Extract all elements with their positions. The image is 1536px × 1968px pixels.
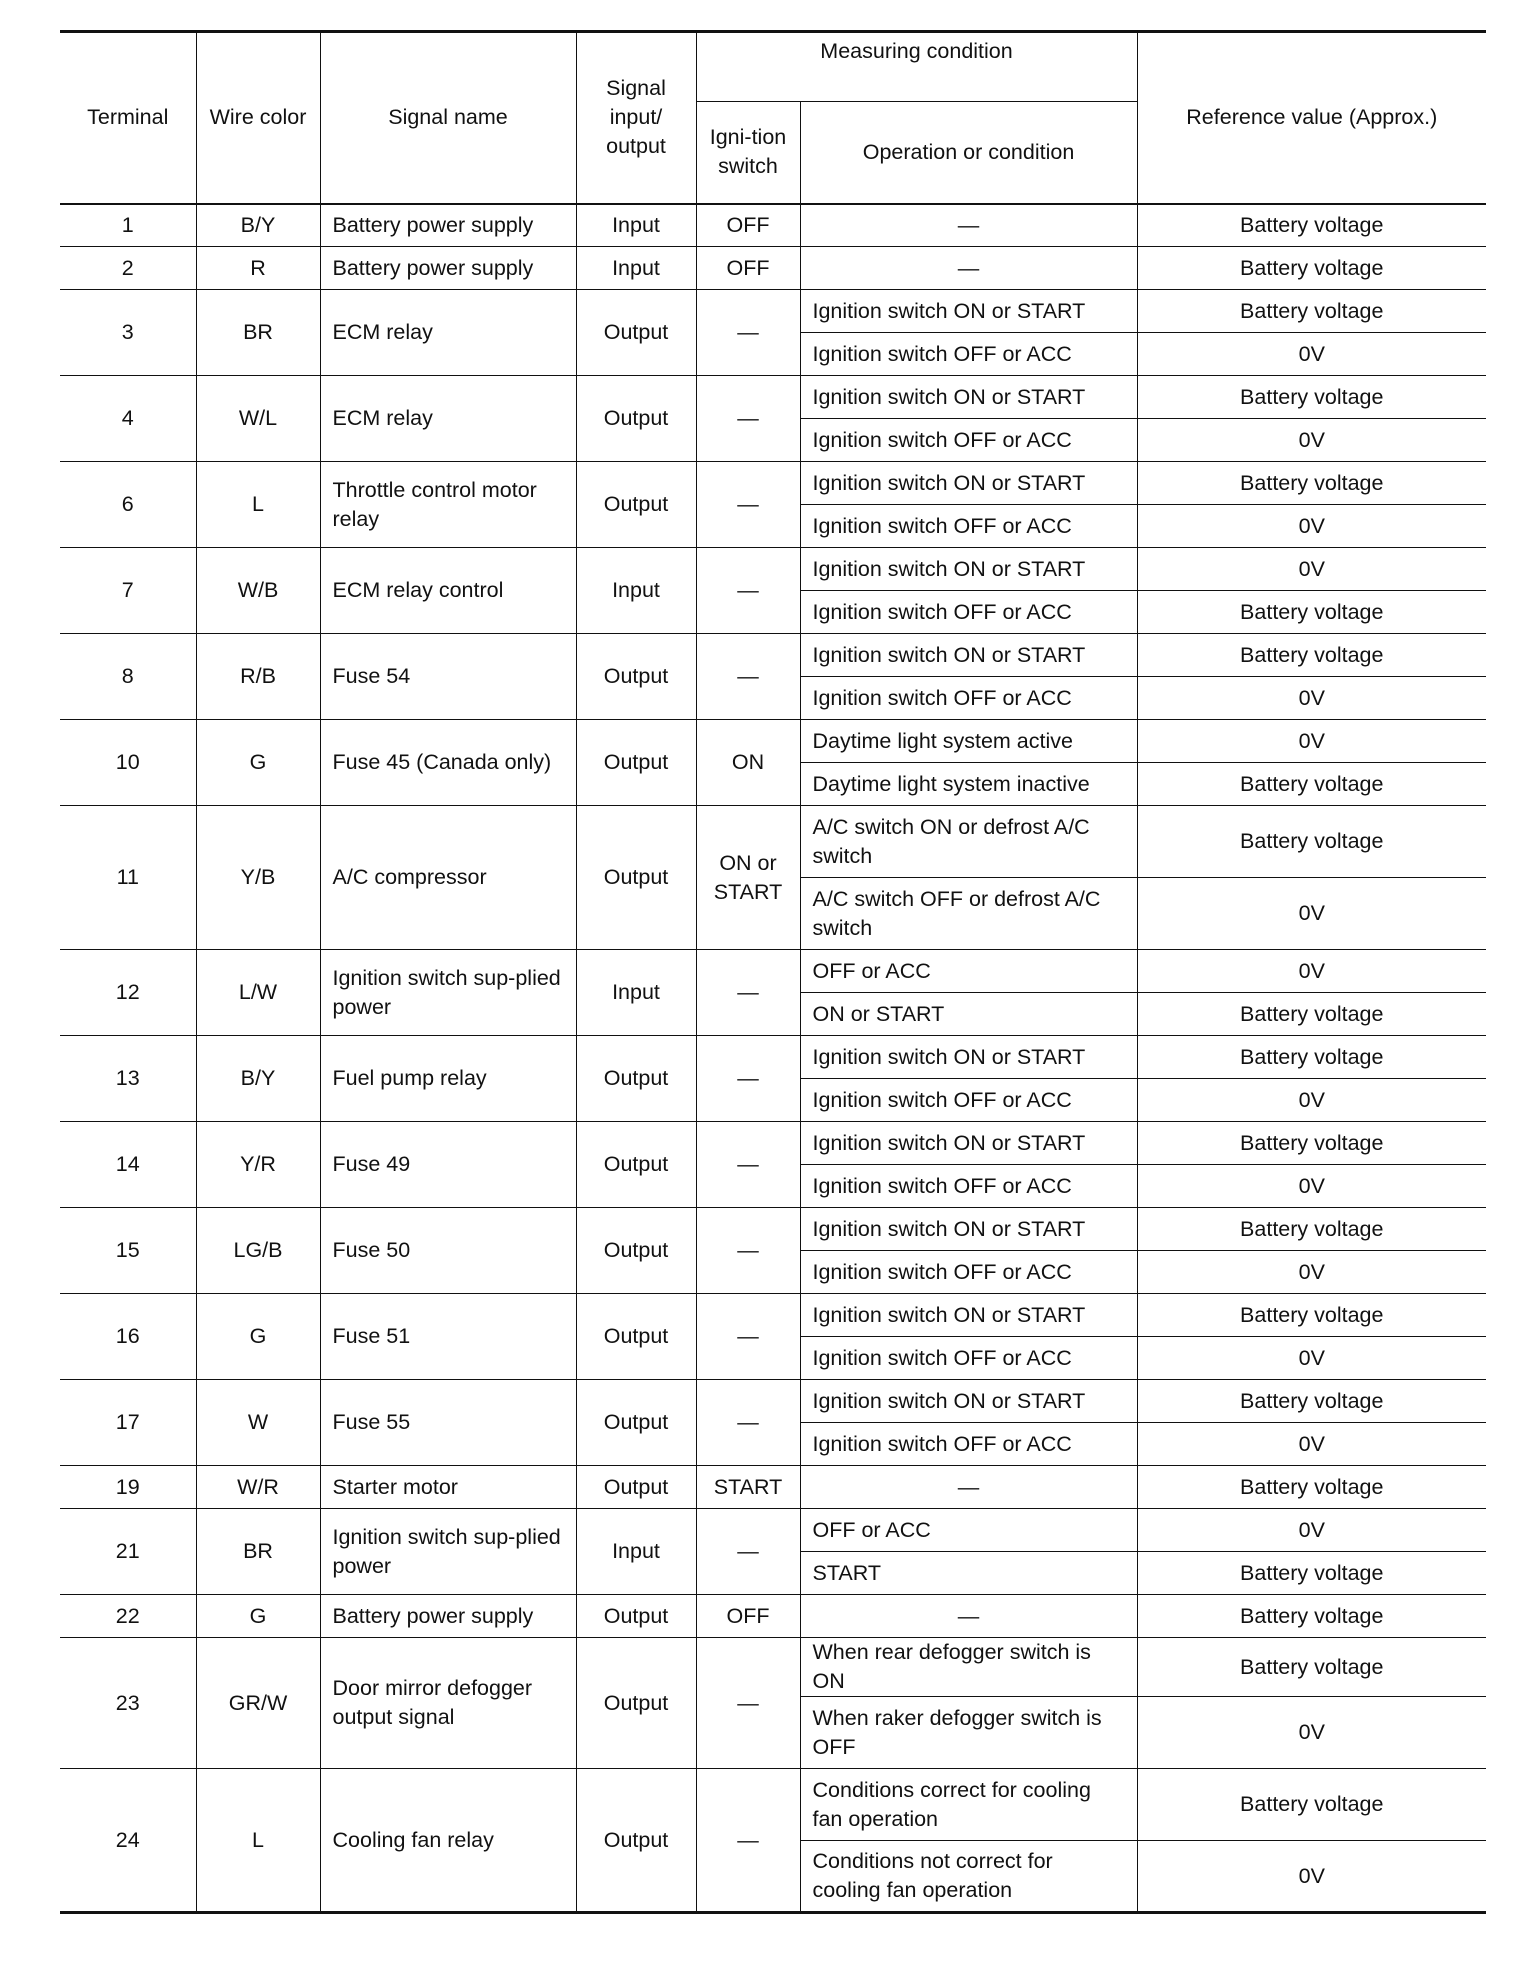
signal-io-cell: Output bbox=[576, 376, 696, 462]
signal-name-cell: Door mirror defogger output signal bbox=[320, 1638, 576, 1769]
signal-name-cell: Fuse 49 bbox=[320, 1122, 576, 1208]
operation-cell: A/C switch OFF or defrost A/C switch bbox=[800, 878, 1137, 950]
operation-cell: When raker defogger switch is OFF bbox=[800, 1697, 1137, 1769]
wire-color-cell: W/R bbox=[196, 1466, 320, 1509]
signal-io-cell: Output bbox=[576, 1595, 696, 1638]
signal-io-cell: Input bbox=[576, 950, 696, 1036]
reference-value-cell: 0V bbox=[1137, 1165, 1486, 1208]
wire-color-cell: W/L bbox=[196, 376, 320, 462]
wire-color-cell: L bbox=[196, 1769, 320, 1913]
ignition-switch-cell: OFF bbox=[696, 204, 800, 247]
signal-name-cell: Battery power supply bbox=[320, 204, 576, 247]
signal-io-cell: Output bbox=[576, 634, 696, 720]
table-row bbox=[60, 634, 1486, 677]
operation-cell: Ignition switch ON or START bbox=[800, 1122, 1137, 1165]
signal-name-cell: ECM relay control bbox=[320, 548, 576, 634]
table-row bbox=[60, 376, 1486, 419]
signal-io-cell: Output bbox=[576, 1769, 696, 1913]
reference-value-cell: Battery voltage bbox=[1137, 1552, 1486, 1595]
ignition-switch-cell: — bbox=[696, 1208, 800, 1294]
operation-cell: ON or START bbox=[800, 993, 1137, 1036]
signal-name-cell: Fuse 54 bbox=[320, 634, 576, 720]
operation-cell: START bbox=[800, 1552, 1137, 1595]
table-row bbox=[60, 1595, 1486, 1638]
reference-value-cell: 0V bbox=[1137, 1423, 1486, 1466]
operation-cell: Ignition switch OFF or ACC bbox=[800, 591, 1137, 634]
ignition-switch-cell: — bbox=[696, 1122, 800, 1208]
terminal-cell: 1 bbox=[60, 204, 196, 247]
signal-io-cell: Output bbox=[576, 1208, 696, 1294]
table-header bbox=[60, 32, 1486, 204]
terminal-cell: 21 bbox=[60, 1509, 196, 1595]
operation-cell: — bbox=[800, 1595, 1137, 1638]
ignition-switch-cell: OFF bbox=[696, 1595, 800, 1638]
operation-cell: OFF or ACC bbox=[800, 950, 1137, 993]
table-row bbox=[60, 1036, 1486, 1079]
ignition-switch-cell: — bbox=[696, 1509, 800, 1595]
terminal-cell: 4 bbox=[60, 376, 196, 462]
table-row bbox=[60, 1769, 1486, 1841]
table-row bbox=[60, 1208, 1486, 1251]
signal-name-cell: A/C compressor bbox=[320, 806, 576, 950]
reference-value-cell: Battery voltage bbox=[1137, 634, 1486, 677]
table-row bbox=[60, 720, 1486, 763]
reference-value-cell: 0V bbox=[1137, 1841, 1486, 1913]
reference-value-cell: 0V bbox=[1137, 333, 1486, 376]
wire-color-cell: Y/B bbox=[196, 806, 320, 950]
ignition-switch-cell: — bbox=[696, 950, 800, 1036]
ignition-switch-cell: START bbox=[696, 1466, 800, 1509]
signal-io-cell: Output bbox=[576, 1380, 696, 1466]
wire-color-cell: G bbox=[196, 720, 320, 806]
signal-io-cell: Input bbox=[576, 247, 696, 290]
header-operation: Operation or condition bbox=[800, 102, 1137, 204]
reference-value-cell: 0V bbox=[1137, 950, 1486, 993]
wire-color-cell: Y/R bbox=[196, 1122, 320, 1208]
wire-color-cell: L/W bbox=[196, 950, 320, 1036]
operation-cell: Ignition switch ON or START bbox=[800, 1380, 1137, 1423]
table-body bbox=[60, 204, 1486, 1913]
reference-value-cell: Battery voltage bbox=[1137, 591, 1486, 634]
reference-value-cell: 0V bbox=[1137, 677, 1486, 720]
signal-io-cell: Output bbox=[576, 1122, 696, 1208]
ignition-switch-cell: — bbox=[696, 1294, 800, 1380]
terminal-cell: 24 bbox=[60, 1769, 196, 1913]
operation-cell: Ignition switch ON or START bbox=[800, 634, 1137, 677]
table-row bbox=[60, 1294, 1486, 1337]
terminal-cell: 22 bbox=[60, 1595, 196, 1638]
reference-value-cell: 0V bbox=[1137, 1509, 1486, 1552]
reference-value-cell: 0V bbox=[1137, 1337, 1486, 1380]
wire-color-cell: G bbox=[196, 1294, 320, 1380]
reference-value-cell: Battery voltage bbox=[1137, 1122, 1486, 1165]
operation-cell: — bbox=[800, 204, 1137, 247]
operation-cell: When rear defogger switch is ON bbox=[800, 1638, 1137, 1697]
operation-cell: Daytime light system inactive bbox=[800, 763, 1137, 806]
header-wire-color: Wire color bbox=[196, 32, 320, 204]
reference-value-cell: Battery voltage bbox=[1137, 1208, 1486, 1251]
operation-cell: Ignition switch ON or START bbox=[800, 548, 1137, 591]
signal-name-cell: Fuse 55 bbox=[320, 1380, 576, 1466]
table-row bbox=[60, 1638, 1486, 1697]
table-row bbox=[60, 204, 1486, 247]
ignition-switch-cell: OFF bbox=[696, 247, 800, 290]
reference-value-cell: Battery voltage bbox=[1137, 290, 1486, 333]
header-ignition-switch: Igni-tion switch bbox=[696, 102, 800, 204]
reference-value-cell: Battery voltage bbox=[1137, 204, 1486, 247]
signal-io-cell: Output bbox=[576, 1466, 696, 1509]
terminal-cell: 8 bbox=[60, 634, 196, 720]
terminal-cell: 17 bbox=[60, 1380, 196, 1466]
reference-value-cell: 0V bbox=[1137, 1251, 1486, 1294]
table-row bbox=[60, 247, 1486, 290]
operation-cell: Ignition switch ON or START bbox=[800, 1208, 1137, 1251]
reference-value-cell: 0V bbox=[1137, 1697, 1486, 1769]
table-row bbox=[60, 1380, 1486, 1423]
reference-value-cell: Battery voltage bbox=[1137, 763, 1486, 806]
header-signal-name: Signal name bbox=[320, 32, 576, 204]
table-row bbox=[60, 950, 1486, 993]
operation-cell: Daytime light system active bbox=[800, 720, 1137, 763]
signal-io-cell: Output bbox=[576, 720, 696, 806]
ignition-switch-cell: — bbox=[696, 376, 800, 462]
signal-io-cell: Input bbox=[576, 548, 696, 634]
reference-value-cell: Battery voltage bbox=[1137, 1769, 1486, 1841]
operation-cell: Ignition switch ON or START bbox=[800, 376, 1137, 419]
header-measuring-condition: Measuring condition bbox=[696, 32, 1137, 102]
signal-name-cell: Fuel pump relay bbox=[320, 1036, 576, 1122]
reference-value-cell: 0V bbox=[1137, 720, 1486, 763]
terminal-cell: 15 bbox=[60, 1208, 196, 1294]
table-row bbox=[60, 290, 1486, 333]
signal-io-cell: Input bbox=[576, 204, 696, 247]
reference-value-cell: 0V bbox=[1137, 505, 1486, 548]
operation-cell: — bbox=[800, 247, 1137, 290]
table-row bbox=[60, 1466, 1486, 1509]
table-row bbox=[60, 548, 1486, 591]
terminal-cell: 16 bbox=[60, 1294, 196, 1380]
signal-name-cell: Ignition switch sup-plied power bbox=[320, 1509, 576, 1595]
wire-color-cell: BR bbox=[196, 1509, 320, 1595]
terminal-cell: 19 bbox=[60, 1466, 196, 1509]
terminal-cell: 14 bbox=[60, 1122, 196, 1208]
terminal-cell: 10 bbox=[60, 720, 196, 806]
reference-value-cell: 0V bbox=[1137, 419, 1486, 462]
operation-cell: — bbox=[800, 1466, 1137, 1509]
wire-color-cell: R bbox=[196, 247, 320, 290]
signal-name-cell: Throttle control motor relay bbox=[320, 462, 576, 548]
operation-cell: Ignition switch OFF or ACC bbox=[800, 505, 1137, 548]
terminal-cell: 7 bbox=[60, 548, 196, 634]
table-row bbox=[60, 806, 1486, 878]
operation-cell: A/C switch ON or defrost A/C switch bbox=[800, 806, 1137, 878]
reference-value-cell: Battery voltage bbox=[1137, 993, 1486, 1036]
reference-value-cell: Battery voltage bbox=[1137, 462, 1486, 505]
signal-name-cell: ECM relay bbox=[320, 290, 576, 376]
operation-cell: Ignition switch OFF or ACC bbox=[800, 677, 1137, 720]
wire-color-cell: R/B bbox=[196, 634, 320, 720]
signal-io-cell: Input bbox=[576, 1509, 696, 1595]
signal-name-cell: Fuse 51 bbox=[320, 1294, 576, 1380]
terminal-cell: 13 bbox=[60, 1036, 196, 1122]
ecm-terminal-table bbox=[60, 30, 1486, 1914]
signal-io-cell: Output bbox=[576, 806, 696, 950]
terminal-cell: 3 bbox=[60, 290, 196, 376]
operation-cell: Ignition switch OFF or ACC bbox=[800, 1423, 1137, 1466]
operation-cell: Ignition switch OFF or ACC bbox=[800, 1165, 1137, 1208]
signal-name-cell: Ignition switch sup-plied power bbox=[320, 950, 576, 1036]
reference-value-cell: Battery voltage bbox=[1137, 1380, 1486, 1423]
reference-value-cell: Battery voltage bbox=[1137, 1036, 1486, 1079]
operation-cell: Ignition switch OFF or ACC bbox=[800, 1079, 1137, 1122]
operation-cell: Ignition switch ON or START bbox=[800, 290, 1137, 333]
signal-io-cell: Output bbox=[576, 1638, 696, 1769]
reference-value-cell: Battery voltage bbox=[1137, 1466, 1486, 1509]
header-reference-value: Reference value (Approx.) bbox=[1137, 32, 1486, 204]
signal-io-cell: Output bbox=[576, 1036, 696, 1122]
operation-cell: Ignition switch OFF or ACC bbox=[800, 419, 1137, 462]
operation-cell: Ignition switch ON or START bbox=[800, 462, 1137, 505]
reference-value-cell: 0V bbox=[1137, 548, 1486, 591]
signal-io-cell: Output bbox=[576, 462, 696, 548]
terminal-cell: 12 bbox=[60, 950, 196, 1036]
signal-name-cell: Starter motor bbox=[320, 1466, 576, 1509]
operation-cell: Ignition switch OFF or ACC bbox=[800, 1251, 1137, 1294]
operation-cell: Ignition switch ON or START bbox=[800, 1036, 1137, 1079]
ignition-switch-cell: — bbox=[696, 462, 800, 548]
signal-name-cell: Fuse 45 (Canada only) bbox=[320, 720, 576, 806]
table-row bbox=[60, 1509, 1486, 1552]
operation-cell: Ignition switch ON or START bbox=[800, 1294, 1137, 1337]
ignition-switch-cell: — bbox=[696, 1380, 800, 1466]
ignition-switch-cell: — bbox=[696, 548, 800, 634]
wire-color-cell: B/Y bbox=[196, 1036, 320, 1122]
ignition-switch-cell: — bbox=[696, 1036, 800, 1122]
wire-color-cell: BR bbox=[196, 290, 320, 376]
reference-value-cell: Battery voltage bbox=[1137, 376, 1486, 419]
operation-cell: Ignition switch OFF or ACC bbox=[800, 1337, 1137, 1380]
terminal-cell: 23 bbox=[60, 1638, 196, 1769]
terminal-cell: 11 bbox=[60, 806, 196, 950]
terminal-table-container bbox=[60, 30, 1486, 1914]
wire-color-cell: L bbox=[196, 462, 320, 548]
ignition-switch-cell: — bbox=[696, 1769, 800, 1913]
wire-color-cell: LG/B bbox=[196, 1208, 320, 1294]
operation-cell: OFF or ACC bbox=[800, 1509, 1137, 1552]
reference-value-cell: Battery voltage bbox=[1137, 806, 1486, 878]
operation-cell: Conditions not correct for cooling fan operation bbox=[800, 1841, 1137, 1913]
ignition-switch-cell: — bbox=[696, 1638, 800, 1769]
reference-value-cell: Battery voltage bbox=[1137, 247, 1486, 290]
table-row bbox=[60, 1122, 1486, 1165]
operation-cell: Ignition switch OFF or ACC bbox=[800, 333, 1137, 376]
signal-name-cell: ECM relay bbox=[320, 376, 576, 462]
ignition-switch-cell: — bbox=[696, 290, 800, 376]
operation-cell: Conditions correct for cooling fan operation bbox=[800, 1769, 1137, 1841]
reference-value-cell: Battery voltage bbox=[1137, 1595, 1486, 1638]
signal-name-cell: Fuse 50 bbox=[320, 1208, 576, 1294]
signal-name-cell: Battery power supply bbox=[320, 247, 576, 290]
terminal-cell: 2 bbox=[60, 247, 196, 290]
terminal-cell: 6 bbox=[60, 462, 196, 548]
signal-name-cell: Cooling fan relay bbox=[320, 1769, 576, 1913]
wire-color-cell: B/Y bbox=[196, 204, 320, 247]
signal-io-cell: Output bbox=[576, 290, 696, 376]
reference-value-cell: 0V bbox=[1137, 878, 1486, 950]
reference-value-cell: Battery voltage bbox=[1137, 1638, 1486, 1697]
wire-color-cell: W bbox=[196, 1380, 320, 1466]
header-signal-io: Signal input/ output bbox=[576, 32, 696, 204]
wire-color-cell: GR/W bbox=[196, 1638, 320, 1769]
table-row bbox=[60, 462, 1486, 505]
wire-color-cell: W/B bbox=[196, 548, 320, 634]
ignition-switch-cell: — bbox=[696, 634, 800, 720]
signal-name-cell: Battery power supply bbox=[320, 1595, 576, 1638]
signal-io-cell: Output bbox=[576, 1294, 696, 1380]
wire-color-cell: G bbox=[196, 1595, 320, 1638]
ignition-switch-cell: ON or START bbox=[696, 806, 800, 950]
header-terminal: Terminal bbox=[60, 32, 196, 204]
reference-value-cell: 0V bbox=[1137, 1079, 1486, 1122]
reference-value-cell: Battery voltage bbox=[1137, 1294, 1486, 1337]
ignition-switch-cell: ON bbox=[696, 720, 800, 806]
